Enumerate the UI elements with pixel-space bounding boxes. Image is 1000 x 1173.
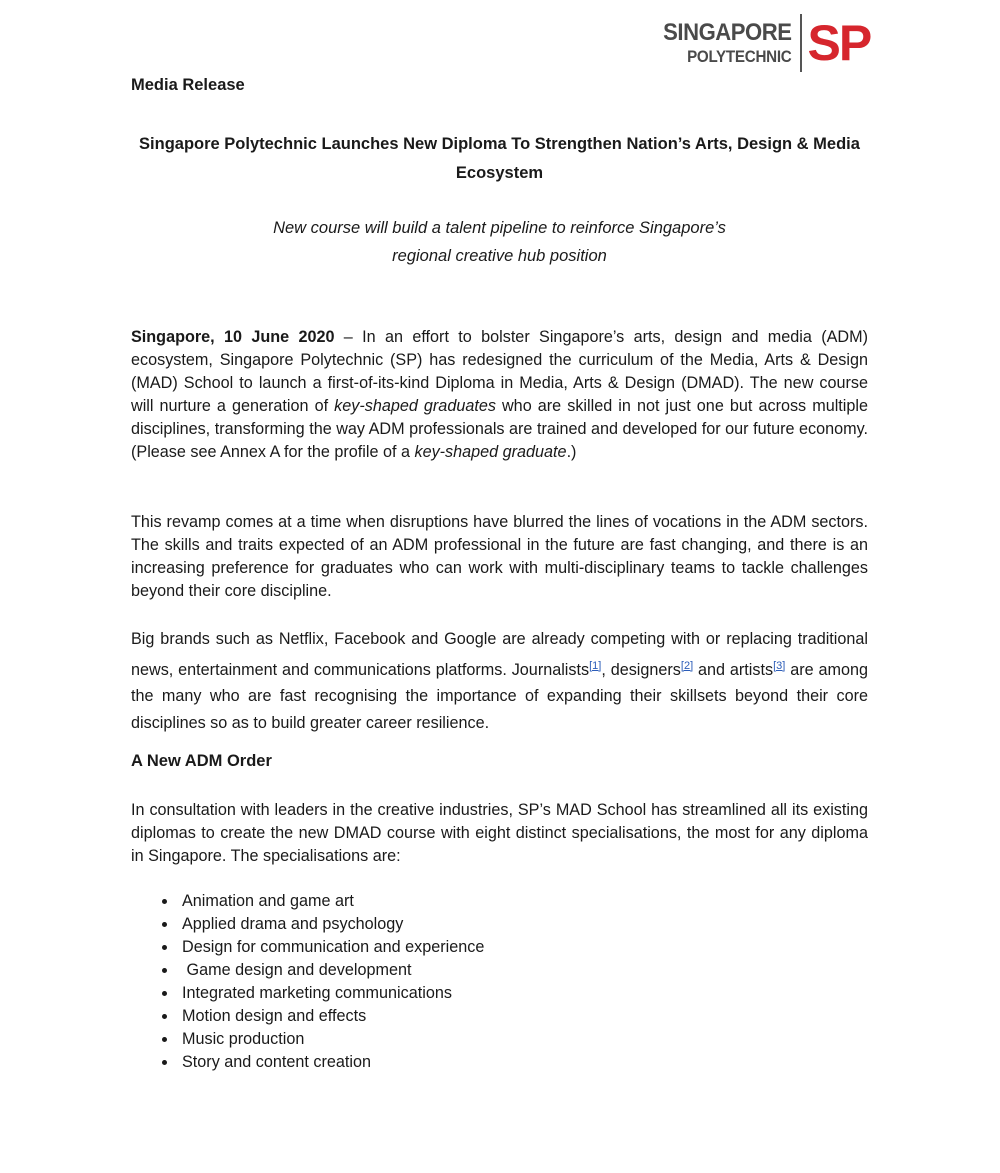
logo-line-2: POLYTECHNIC <box>687 47 792 66</box>
logo-line-1: SINGAPORE <box>663 18 792 46</box>
logo-wordmark <box>652 18 792 66</box>
brands-text-2: , designers <box>601 660 681 679</box>
intro-emphasis-1: key-shaped graduates <box>334 397 496 415</box>
subheadline <box>131 214 868 270</box>
intro-text-1: In an effort to bolster Singapore’s arts, design and media (ADM) ecosystem, Singapore Polytechnic (SP) has redesigned the curriculum of the Media, Arts & Design (MAD) School to launch a first-of-its-kind Diploma in Media, Arts & Design (DMAD). The new course will nurture a generation of <box>131 328 868 415</box>
paragraph-intro <box>131 326 868 464</box>
intro-emphasis-2: key-shaped graduate <box>414 443 567 461</box>
section-heading: A New ADM Order <box>131 752 272 770</box>
headline: Singapore Polytechnic Launches New Diploma To Strengthen Nation’s Arts, Design & Media Ecosystem <box>139 135 860 182</box>
logo-mark: SP <box>807 15 871 71</box>
footnote-link-2[interactable]: [2] <box>680 659 694 672</box>
brands-text-1: Big brands such as Netflix, Facebook and Google are already competing with or replacing traditional news, entertainment and communications platforms. Journalists <box>131 630 868 679</box>
subhead-line-1: New course will build a talent pipeline to reinforce Singapore’s <box>273 219 726 237</box>
logo-divider <box>800 14 802 72</box>
footnote-link-1[interactable]: [1] <box>589 659 602 672</box>
paragraph-consultation: In consultation with leaders in the creative industries, SP’s MAD School has streamlined all its existing diplomas to create the new DMAD course with eight distinct specialisations, the most for any diploma in Singapore. The specialisations are: <box>131 801 868 865</box>
sp-logo <box>652 12 870 74</box>
paragraph-revamp: This revamp comes at a time when disruptions have blurred the lines of vocations in the ADM sectors. The skills and traits expected of an ADM professional in the future are fast changing, and there is an increasing preference for graduates who can work with multi-disciplinary teams to tackle challenges beyond their core discipline. <box>131 513 868 600</box>
list-item: Game design and development <box>182 959 484 982</box>
list-item: Animation and game art <box>182 890 484 913</box>
brands-text-3: and artists <box>693 660 774 679</box>
media-release-label: Media Release <box>131 76 245 94</box>
list-item: Applied drama and psychology <box>182 913 484 936</box>
list-item: Music production <box>182 1028 484 1051</box>
dateline-dash: – <box>334 328 363 346</box>
paragraph-big-brands <box>131 626 868 736</box>
list-item: Motion design and effects <box>182 1005 484 1028</box>
intro-text-2: who are skilled in not just one but across multiple disciplines, transforming the way ADM professionals are trained and developed for our future economy. (Please see Annex A for the profile of a <box>131 397 869 461</box>
specialisation-list <box>131 890 484 1074</box>
subhead-line-2: regional creative hub position <box>392 247 607 265</box>
dateline: Singapore, 10 June 2020 <box>131 328 335 346</box>
footnote-link-3[interactable]: [3] <box>773 659 786 672</box>
intro-text-3: .) <box>566 443 577 461</box>
brands-text-4: are among the many who are fast recognising the importance of expanding their skillsets beyond their core disciplines so as to build greater career resilience. <box>131 660 868 732</box>
list-item: Story and content creation <box>182 1051 484 1074</box>
list-item: Integrated marketing communications <box>182 982 484 1005</box>
list-item: Design for communication and experience <box>182 936 484 959</box>
